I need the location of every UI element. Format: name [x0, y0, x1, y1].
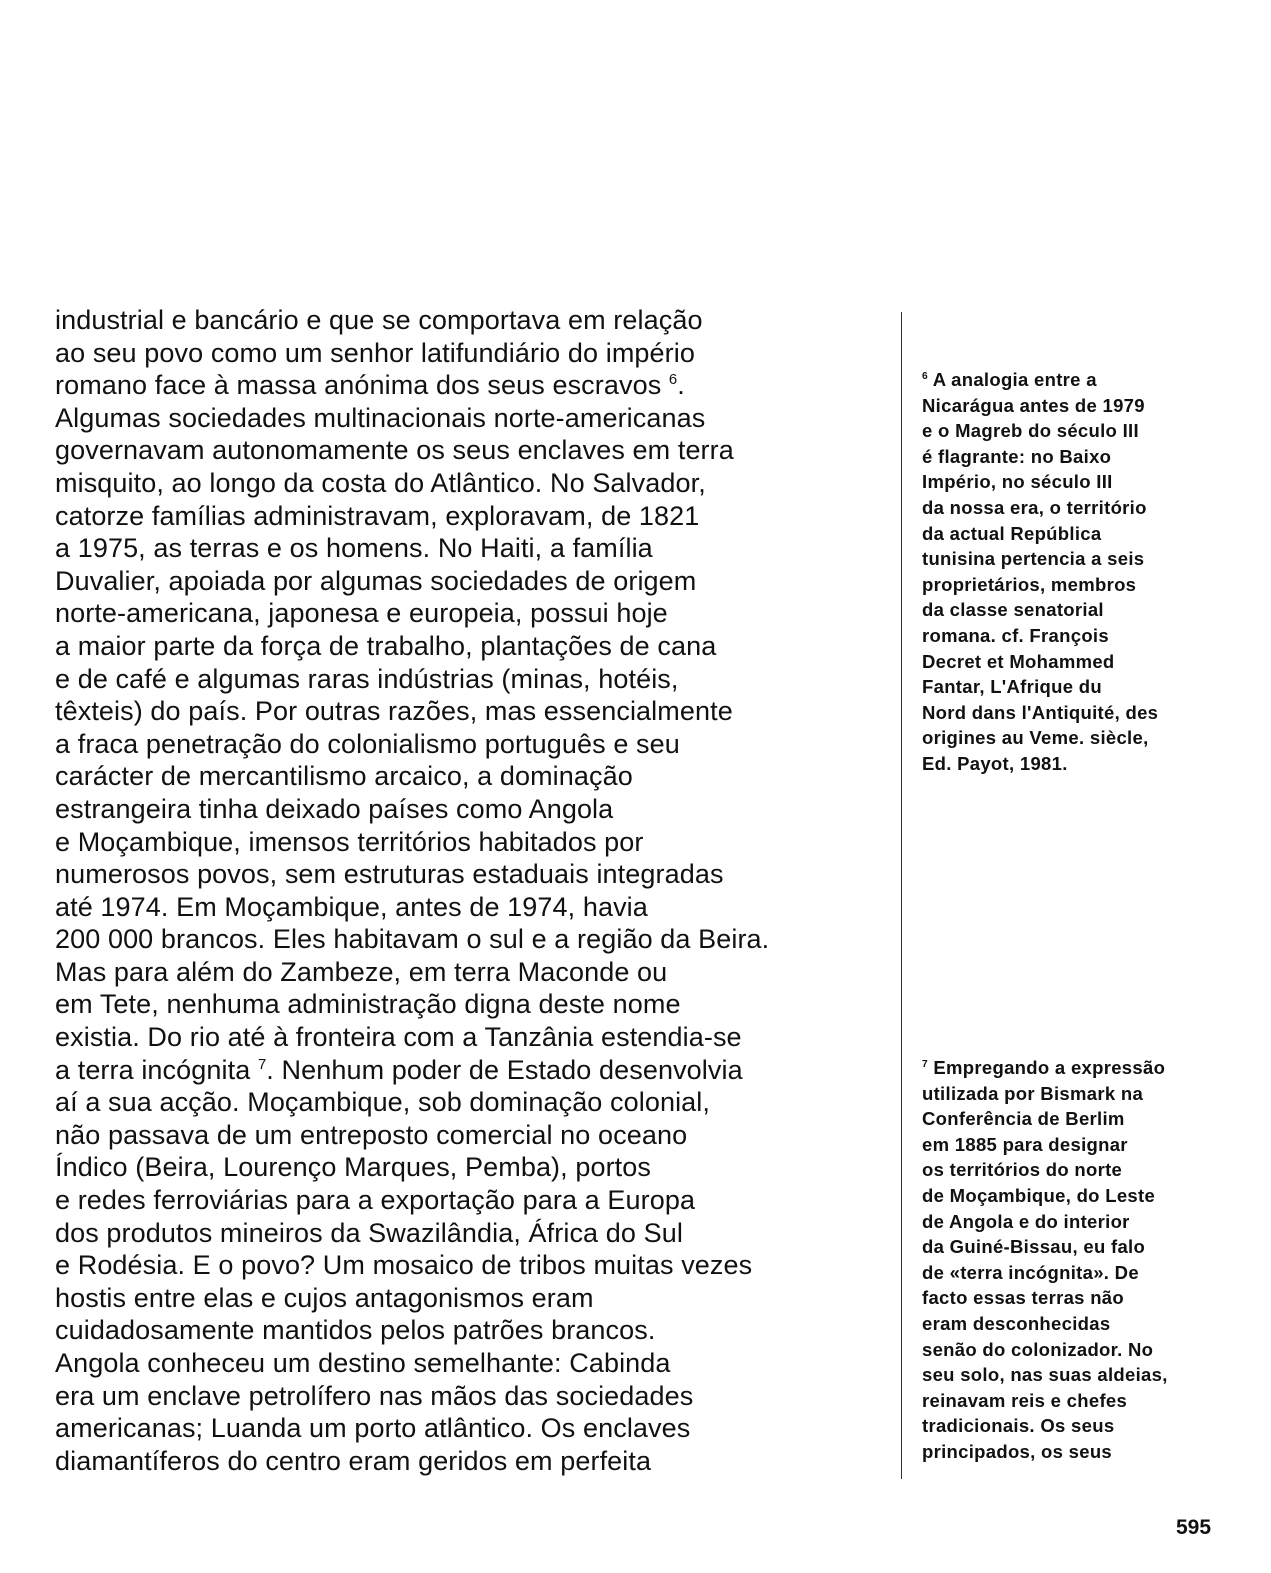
footnote-line: e o Magreb do século III: [922, 420, 1139, 442]
main-text-line: hostis entre elas e cujos antagonismos eram: [55, 1282, 594, 1313]
main-text-line: Índico (Beira, Lourenço Marques, Pemba), portos: [55, 1152, 651, 1183]
footnote-line: eram desconhecidas: [922, 1312, 1111, 1334]
footnote-line: tunisina pertencia a seis: [922, 548, 1145, 570]
footnote-line: tradicionais. Os seus: [922, 1415, 1115, 1437]
main-text-line: governavam autonomamente os seus enclaves em terra: [55, 435, 734, 466]
footnote-line: da Guiné-Bissau, eu falo: [922, 1236, 1146, 1258]
main-text-line: Mas para além do Zambeze, em terra Maconde ou: [55, 956, 668, 987]
footnote-7: [922, 1055, 1232, 1465]
main-text-line: e Rodésia. E o povo? Um mosaico de tribos muitas vezes: [55, 1250, 753, 1281]
footnote-ref-6: 6: [668, 372, 678, 389]
main-text-line: a maior parte da força de trabalho, plantações de cana: [55, 630, 717, 661]
footnote-line: proprietários, membros: [922, 573, 1137, 595]
footnote-line: Ed. Payot, 1981.: [922, 752, 1068, 774]
main-text-line: numerosos povos, sem estruturas estaduais integradas: [55, 859, 724, 890]
footnote-line: senão do colonizador. No: [922, 1338, 1154, 1360]
footnote-fragment: Empregando a expressão: [933, 1057, 1166, 1078]
main-text-line: dos produtos mineiros da Swazilândia, África do Sul: [55, 1217, 683, 1248]
main-text-line: aí a sua acção. Moçambique, sob dominação colonial,: [55, 1087, 710, 1118]
footnote-line: principados, os seus: [922, 1440, 1113, 1462]
main-text-line: até 1974. Em Moçambique, antes de 1974, havia: [55, 891, 648, 922]
footnote-marker: 7: [922, 1058, 928, 1070]
main-text-line: carácter de mercantilismo arcaico, a dominação: [55, 761, 633, 792]
footnote-line: Nord dans l'Antiquité, des: [922, 701, 1159, 723]
footnote-line: de Angola e do interior: [922, 1210, 1130, 1232]
main-text-line: a fraca penetração do colonialismo português e seu: [55, 728, 680, 759]
main-text-line: e redes ferroviárias para a exportação para a Europa: [55, 1185, 696, 1216]
main-text-line: misquito, ao longo da costa do Atlântico. No Salvador,: [55, 467, 706, 498]
main-text-line: norte-americana, japonesa e europeia, possui hoje: [55, 598, 668, 629]
main-text-line: a 1975, as terras e os homens. No Haiti, a família: [55, 533, 653, 564]
main-text-line: [55, 1054, 895, 1087]
footnote-line: da actual República: [922, 522, 1102, 544]
main-text-line: catorze famílias administravam, exploravam, de 1821: [55, 500, 700, 531]
main-text-line: diamantíferos do centro eram geridos em perfeita: [55, 1445, 652, 1476]
main-text-fragment: .: [677, 370, 685, 401]
main-text-line: e Moçambique, imensos territórios habitados por: [55, 826, 644, 857]
main-text-fragment: a terra incógnita: [55, 1054, 251, 1085]
main-text-line: era um enclave petrolífero nas mãos das sociedades: [55, 1380, 694, 1411]
main-text-fragment: . Nenhum poder de Estado desenvolvia: [266, 1054, 743, 1085]
main-text-line: e de café e algumas raras indústrias (minas, hotéis,: [55, 663, 679, 694]
footnote-fragment: A analogia entre a: [932, 369, 1097, 390]
main-text-line: Duvalier, apoiada por algumas sociedades de origem: [55, 565, 697, 596]
footnote-line: é flagrante: no Baixo: [922, 445, 1112, 467]
footnote-line: Fantar, L'Afrique du: [922, 676, 1102, 698]
footnote-line: de Moçambique, do Leste: [922, 1184, 1156, 1206]
main-text-line: em Tete, nenhuma administração digna deste nome: [55, 989, 681, 1020]
footnote-line: [922, 1055, 1232, 1081]
footnote-line: Decret et Mohammed: [922, 650, 1115, 672]
footnote-line: em 1885 para designar: [922, 1133, 1128, 1155]
footnote-line: seu solo, nas suas aldeias,: [922, 1364, 1168, 1386]
column-divider: [901, 312, 902, 1479]
footnote-6: [922, 367, 1232, 777]
footnote-line: utilizada por Bismark na: [922, 1082, 1144, 1104]
footnote-marker: 6: [922, 370, 928, 382]
main-text-line: têxteis) do país. Por outras razões, mas essencialmente: [55, 696, 733, 727]
footnote-line: romana. cf. François: [922, 624, 1109, 646]
main-text-column: [55, 304, 895, 1477]
main-text-line: ao seu povo como um senhor latifundiário do império: [55, 337, 695, 368]
footnote-line: da classe senatorial: [922, 599, 1104, 621]
main-text-line: Angola conheceu um destino semelhante: Cabinda: [55, 1348, 671, 1378]
main-text-line: industrial e bancário e que se comportava em relação: [55, 305, 703, 335]
main-text-line: americanas; Luanda um porto atlântico. Os enclaves: [55, 1413, 691, 1444]
footnote-line: facto essas terras não: [922, 1287, 1124, 1309]
footnote-line: Conferência de Berlim: [922, 1108, 1125, 1130]
footnote-line: [922, 367, 1232, 393]
main-text-line: existia. Do rio até à fronteira com a Tanzânia estendia-se: [55, 1022, 742, 1053]
main-text-line: [55, 369, 895, 402]
main-text-line: Algumas sociedades multinacionais norte-americanas: [55, 402, 706, 433]
main-text-line: estrangeira tinha deixado países como Angola: [55, 793, 614, 824]
main-text-line: não passava de um entreposto comercial no oceano: [55, 1119, 688, 1150]
footnote-line: origines au Veme. siècle,: [922, 727, 1149, 749]
footnote-line: Nicarágua antes de 1979: [922, 394, 1145, 416]
page-number: 595: [1176, 1516, 1212, 1539]
footnote-line: Império, no século III: [922, 471, 1113, 493]
footnote-line: reinavam reis e chefes: [922, 1389, 1128, 1411]
main-text-fragment: romano face à massa anónima dos seus escravos: [55, 370, 662, 401]
footnote-line: os territórios do norte: [922, 1159, 1123, 1181]
footnote-line: da nossa era, o território: [922, 496, 1147, 518]
footnote-line: de «terra incógnita». De: [922, 1261, 1139, 1283]
main-text-line: 200 000 brancos. Eles habitavam o sul e a região da Beira.: [55, 924, 770, 955]
main-text-line: cuidadosamente mantidos pelos patrões brancos.: [55, 1315, 656, 1346]
footnote-ref-7: 7: [257, 1056, 267, 1073]
